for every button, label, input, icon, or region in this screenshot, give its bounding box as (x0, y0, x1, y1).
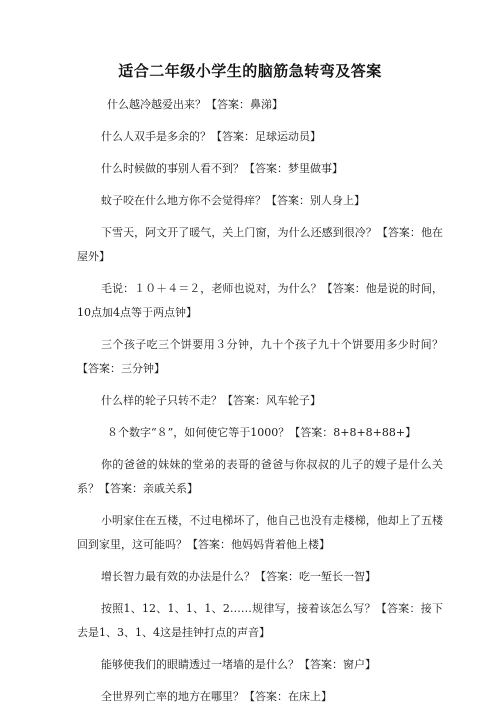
qa-item-8: 什么样的轮子只转不走？【答案：风车轮子】 (101, 394, 321, 407)
qa-item-6: 毛说：１０＋４＝２，老师也说对，为什么？【答案：他是说的时间，10点加4点等于两点钟】 (77, 282, 443, 319)
qa-item-5: 下雪天，阿文开了暖气，关上门窗，为什么还感到很冷？【答案：他在屋外】 (77, 226, 443, 263)
qa-item-11: 小明家住在五楼，不过电梯坏了，他自己也没有走楼梯，他却上了五楼回到家里，这可能吗？【答案：他妈妈背着他上楼】 (77, 514, 443, 551)
qa-item-15: 全世界列亡率的地方在哪里？【答案：在床上】 (101, 690, 332, 703)
qa-item-7: 三个孩子吃三个饼要用３分钟，九十个孩子九十个饼要用多少时间？【答案：三分钟】 (77, 338, 443, 375)
qa-item-13: 按照1、12、1、1、1、2……规律写，接着该怎么写？【答案：接下去是1、3、1、4这是挂钟打点的声音】 (77, 602, 443, 639)
qa-item-10: 你的爸爸的妹妹的堂弟的表哥的爸爸与你叔叔的儿子的嫂子是什么关系？【答案：亲戚关系】 (77, 458, 443, 495)
qa-item-9: ８个数字“８”，如何使它等于1000？【答案：8+8+8+88+】 (107, 426, 417, 439)
page-title: 适合二年级小学生的脑筋急转弯及答案 (118, 62, 382, 80)
qa-item-14: 能够使我们的眼睛透过一堵墙的是什么？【答案：窗户】 (101, 658, 376, 671)
qa-list (77, 93, 443, 717)
qa-item-4: 蚊子咬在什么地方你不会觉得痒？【答案：别人身上】 (101, 194, 365, 207)
qa-item-1: 什么越冷越爱出来？【答案：鼻涕】 (107, 98, 283, 111)
qa-item-12: 增长智力最有效的办法是什么？【答案：吃一堑长一智】 (101, 570, 376, 583)
qa-item-3: 什么时候做的事别人看不到？【答案：梦里做事】 (101, 162, 343, 175)
qa-item-2: 什么人双手是多余的？【答案：足球运动员】 (101, 130, 321, 143)
